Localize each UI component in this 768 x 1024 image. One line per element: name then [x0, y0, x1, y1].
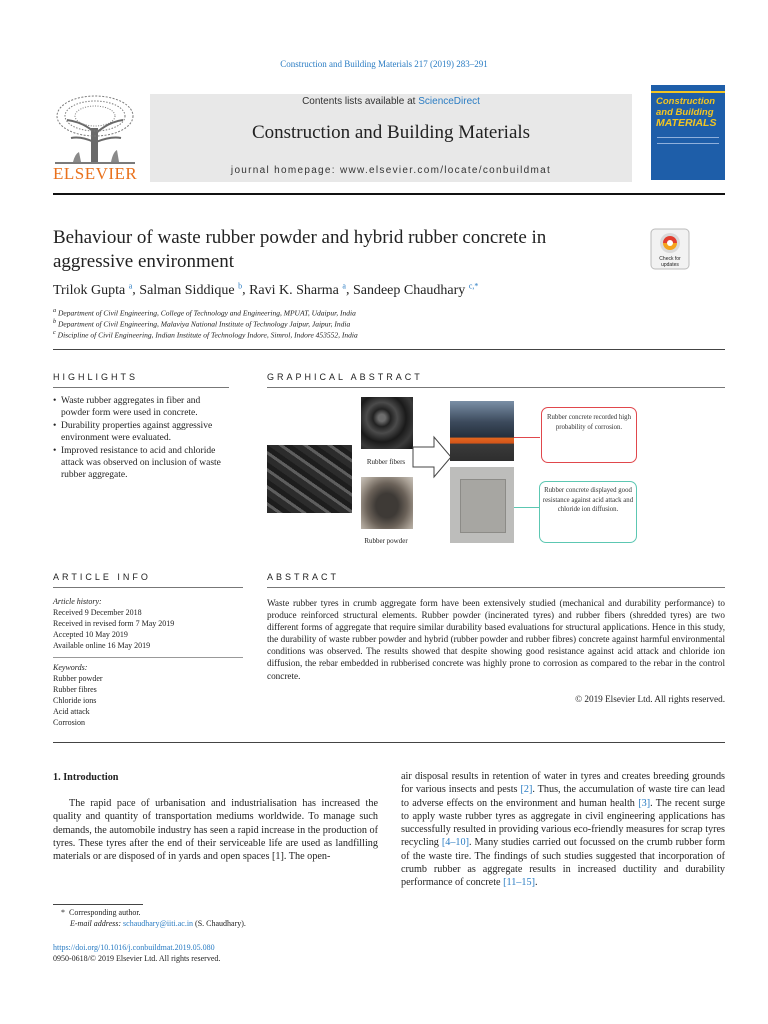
- introduction-paragraph-2: [401, 770, 725, 890]
- corresponding-author-note: * Corresponding author.: [61, 908, 141, 917]
- journal-cover[interactable]: [651, 85, 725, 180]
- citation-link[interactable]: [2]: [520, 784, 533, 796]
- author-list: Trilok Gupta $^a$, Salman Siddique $^b$, Ravi K. Sharma $^a$, Sandeep Chaudhary $^{c,*}$: [53, 281, 479, 298]
- highlight-item: • Waste rubber aggregates in fiber and powder form were used in concrete.: [53, 395, 229, 420]
- affiliation: $^c$ Discipline of Civil Engineering, Indian Institute of Technology Indore, Simrol, Indore 453552, India: [53, 329, 358, 340]
- abstract-text: Waste rubber tyres in crumb aggregate form have been extensively studied (mechanical and durability performance) to produce reinforced structural elements. Rubber powder (incinerated tyres) and rubber fibers (shredded tyres) are two different forms of aggregate that require similar durability based evaluations for structural applications. Hence in this study, the durability of waste rubber powder and hybrid (rubber powder and rubber fibres) concrete against harmful environmental conditions was observed. The results showed that despite showing good resistance against acid attack and chloride ion diffusion, the rebar embedded in rubberised concrete was highly prone to corrosion as compared to the rebar in the control concrete.: [267, 598, 725, 681]
- front-matter-rule: [53, 742, 725, 743]
- footnote: [53, 907, 353, 929]
- article-info-heading: ARTICLE INFO: [53, 572, 151, 582]
- section-rule: [53, 387, 229, 388]
- author[interactable]: Sandeep Chaudhary $^{c,*}$: [352, 281, 479, 298]
- keyword: Rubber fibres: [53, 685, 97, 694]
- abstract-heading: ABSTRACT: [267, 572, 340, 582]
- connector-line: [514, 437, 540, 438]
- arrow-right-icon: [412, 435, 452, 479]
- article-info: [53, 596, 243, 728]
- rubber-fibers-label: Rubber fibers: [366, 458, 406, 466]
- history-label: Article history:: [53, 597, 102, 606]
- specimen-block: [460, 479, 506, 533]
- graphical-abstract-figure[interactable]: [267, 395, 725, 550]
- homepage-url-link[interactable]: www.elsevier.com/locate/conbuildmat: [339, 165, 552, 176]
- result-box-resistance: Rubber concrete displayed good resistance against acid attack and chloride ion diffusion.: [539, 481, 637, 543]
- check-for-updates-badge[interactable]: [650, 228, 690, 270]
- keyword: Rubber powder: [53, 674, 103, 683]
- citation-link[interactable]: [11–15]: [503, 877, 535, 889]
- result-box-corrosion: Rubber concrete recorded high probability of corrosion.: [541, 407, 637, 463]
- rubber-powder-photo: [361, 477, 413, 529]
- section-rule: [267, 387, 725, 388]
- concrete-specimen-photo: [450, 467, 514, 543]
- paragraph-text: .: [535, 877, 538, 889]
- cover-line: [657, 137, 719, 138]
- abstract-copyright: © 2019 Elsevier Ltd. All rights reserved.: [575, 694, 725, 704]
- sciencedirect-link[interactable]: ScienceDirect: [418, 96, 480, 107]
- author[interactable]: Trilok Gupta $^a$: [53, 281, 133, 298]
- tree-icon: [53, 92, 137, 170]
- affiliation-rule: [53, 349, 725, 350]
- journal-reference-link[interactable]: Construction and Building Materials 217 (2019) 283–291: [280, 59, 488, 69]
- section-rule: [53, 587, 243, 588]
- cover-strip: [651, 91, 725, 93]
- doi-link[interactable]: https://doi.org/10.1016/j.conbuildmat.2019.05.080: [53, 943, 215, 952]
- article-title: Behaviour of waste rubber powder and hybrid rubber concrete in aggressive environment: [53, 227, 547, 272]
- paragraph-text: . Many studies carried out focussed on the crumb rubber form of the waste tire. The findings of such studies suggested that incorporation of crumb rubber as aggregate results in increased ductility and durability performance of concrete: [401, 837, 725, 889]
- highlight-item: • Durability properties against aggressive environment were evaluated.: [53, 420, 229, 445]
- keyword: Chloride ions: [53, 696, 97, 705]
- introduction-paragraph-1: The rapid pace of urbanisation and industrialisation has increased the quality and quantity of transportation mediums worldwide. To manage such demands, the automobile industry has seen a rapid increase in the production of tyres. These tyres after the end of their serviceable life are used as landfilling materials or are disposed of in yards and open spaces [1]. The open-: [53, 798, 378, 863]
- author[interactable]: Ravi K. Sharma $^a$: [249, 281, 346, 298]
- keywords-label: Keywords:: [53, 663, 88, 672]
- highlights-list: [53, 395, 229, 482]
- keyword: Acid attack: [53, 707, 90, 716]
- citation-link[interactable]: [3]: [638, 797, 651, 809]
- tyre-pile-photo: [267, 445, 352, 513]
- highlight-item: • Improved resistance to acid and chloride attack was observed on inclusion of waste rubber aggregate.: [53, 445, 229, 482]
- history-item: Accepted 10 May 2019: [53, 630, 128, 639]
- issn-line: 0950-0618/© 2019 Elsevier Ltd. All rights reserved.: [53, 954, 221, 963]
- affiliation: $^b$ Department of Civil Engineering, Malaviya National Institute of Technology Jaipur, Jaipur, India: [53, 318, 351, 329]
- graphical-abstract-heading: GRAPHICAL ABSTRACT: [267, 372, 423, 382]
- connector-line: [514, 507, 540, 508]
- badge-label: Check for updates: [659, 256, 681, 268]
- cover-title: Construction and Building MATERIALS: [656, 96, 717, 129]
- journal-homepage: journal homepage: www.elsevier.com/locate/conbuildmat: [230, 165, 552, 176]
- paragraph-text: air disposal results in retention of water in tyres and creates breeding grounds for various insects and pests: [401, 771, 725, 796]
- citation-link[interactable]: [4–10]: [441, 837, 470, 849]
- header-rule: [53, 193, 725, 195]
- paragraph-text: . Thus, the accumulation of waste tire can lead to adverse effects on the environment and human health: [401, 784, 725, 809]
- contents-line: Contents lists available at ScienceDirect: [302, 96, 480, 107]
- rubber-powder-label: Rubber powder: [364, 537, 408, 545]
- history-item: Received 9 December 2018: [53, 608, 142, 617]
- email-link[interactable]: schaudhary@iiti.ac.in: [123, 919, 194, 928]
- history-item: Available online 16 May 2019: [53, 641, 151, 650]
- journal-banner: [150, 94, 632, 182]
- info-divider: [53, 657, 243, 658]
- elsevier-logo: [53, 92, 137, 186]
- keyword: Corrosion: [53, 718, 85, 727]
- section-rule: [267, 587, 725, 588]
- introduction-heading: 1. Introduction: [53, 772, 119, 783]
- elsevier-wordmark: ELSEVIER: [53, 164, 138, 183]
- affiliation: $^a$ Department of Civil Engineering, College of Technology and Engineering, MPUAT, Udaipur, India: [53, 307, 356, 318]
- history-item: Received in revised form 7 May 2019: [53, 619, 175, 628]
- doi-block: [53, 942, 220, 964]
- paragraph-text: . The recent surge to apply waste rubber tyres as aggregate in civil engineering applications has successfully resulted in providing various eco-friendly measures for scrap tyres recycling: [401, 797, 725, 849]
- email-line: E-mail address: schaudhary@iiti.ac.in (S. Chaudhary).: [70, 919, 246, 928]
- cover-line: [657, 143, 719, 144]
- rubber-fibers-photo: [361, 397, 413, 449]
- corrosion-test-photo: [450, 401, 514, 461]
- journal-title: Construction and Building Materials: [251, 122, 531, 143]
- author[interactable]: Salman Siddique $^b$: [139, 281, 243, 298]
- footnote-rule: [53, 904, 143, 905]
- highlights-heading: HIGHLIGHTS: [53, 372, 139, 382]
